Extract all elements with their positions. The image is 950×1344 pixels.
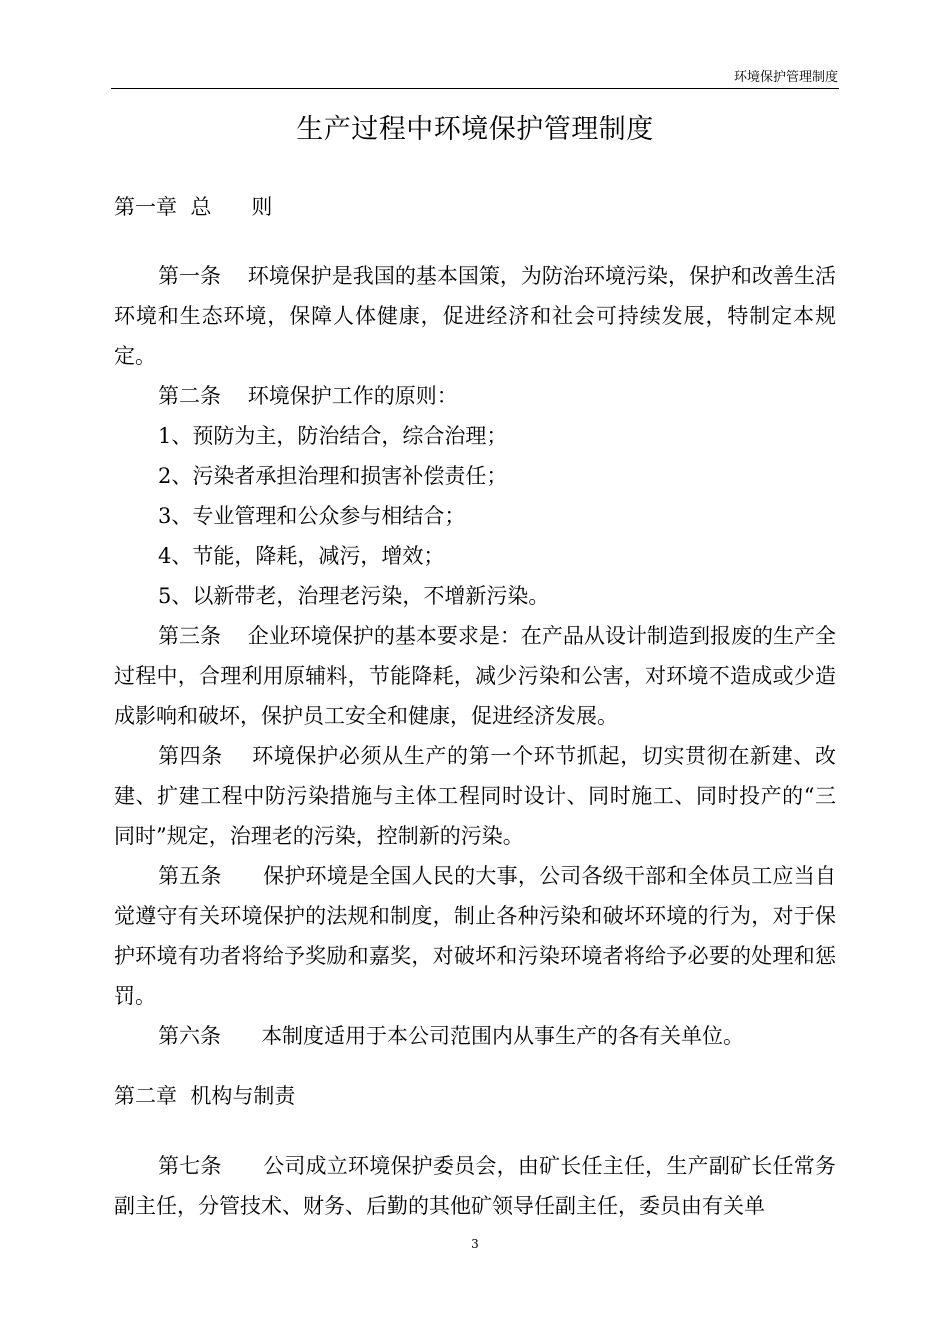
article-5-text: 保护环境是全国人民的大事，公司各级干部和全体员工应当自觉遵守有关环境保护的法规和制度，制止各种污染和破坏环境的行为，对于保护环境有功者将给予奖励和嘉奖，对破坏和污染环境者将给予必要的处理和惩罚。 bbox=[114, 864, 836, 1008]
document-title: 生产过程中环境保护管理制度 bbox=[296, 114, 654, 145]
article-6-label: 第六条 bbox=[158, 1024, 262, 1048]
chapter-2-heading: 第二章 机构与制责 bbox=[114, 1084, 296, 1108]
principle-item-1: 1、预防为主，防治结合，综合治理； bbox=[158, 424, 508, 448]
article-6-text: 本制度适用于本公司范围内从事生产的各有关单位。 bbox=[261, 1024, 745, 1048]
running-header: 环境保护管理制度 bbox=[733, 70, 838, 85]
article-2 bbox=[114, 376, 836, 416]
article-1 bbox=[114, 256, 836, 376]
article-5-label: 第五条 bbox=[158, 864, 264, 888]
article-3-label: 第三条 bbox=[158, 624, 248, 648]
article-7-label: 第七条 bbox=[158, 1154, 264, 1178]
article-1-label: 第一条 bbox=[158, 264, 248, 288]
principle-item-2: 2、污染者承担治理和损害补偿责任； bbox=[158, 464, 508, 488]
article-4-text: 环境保护必须从生产的第一个环节抓起，切实贯彻在新建、改建、扩建工程中防污染措施与主体工程同时设计、同时施工、同时投产的“三同时”规定，治理老的污染，控制新的污染。 bbox=[114, 744, 836, 848]
principle-item-4: 4、节能，降耗，减污，增效； bbox=[158, 544, 445, 568]
article-1-text: 环境保护是我国的基本国策，为防治环境污染，保护和改善生活环境和生态环境，保障人体健康，促进经济和社会可持续发展，特制定本规定。 bbox=[114, 264, 836, 368]
principle-item-5: 5、以新带老，治理老污染，不增新污染。 bbox=[158, 584, 550, 608]
article-2-label: 第二条 bbox=[158, 384, 248, 408]
header-rule bbox=[111, 88, 839, 89]
article-7 bbox=[114, 1146, 836, 1226]
principle-item-3: 3、专业管理和公众参与相结合； bbox=[158, 504, 466, 528]
article-2-text: 环境保护工作的原则： bbox=[247, 384, 458, 408]
article-4 bbox=[114, 736, 836, 856]
article-6 bbox=[114, 1016, 836, 1056]
article-3 bbox=[114, 616, 836, 736]
article-5 bbox=[114, 856, 836, 1016]
page-number: 3 bbox=[471, 1237, 479, 1251]
article-7-text: 公司成立环境保护委员会，由矿长任主任，生产副矿长任常务副主任，分管技术、财务、后勤的其他矿领导任副主任，委员由有关单 bbox=[114, 1154, 836, 1218]
article-4-label: 第四条 bbox=[158, 744, 253, 768]
article-3-text: 企业环境保护的基本要求是：在产品从设计制造到报废的生产全过程中，合理利用原辅料，节能降耗，减少污染和公害，对环境不造成或少造成影响和破坏，保护员工安全和健康，促进经济发展。 bbox=[114, 624, 836, 728]
chapter-1-heading: 第一章 总 则 bbox=[114, 195, 273, 219]
